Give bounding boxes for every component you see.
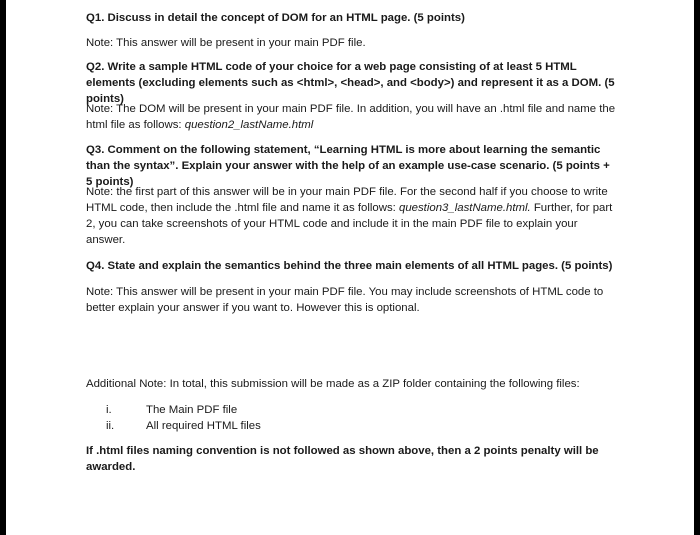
question-1-note: Note: This answer will be present in your main PDF file. [86,37,366,49]
question-3: Q3. Comment on the following statement, “Learning HTML is more about learning the semantic than the syntax”. Explain your answer with the help of an example use-case scenario. (5 points + 5 points) [86,144,610,188]
question-3-filename: question3_lastName.html. [398,202,531,214]
question-4: Q4. State and explain the semantics behind the three main elements of all HTML pages. (5 points) [86,260,613,272]
question-4-note: Note: This answer will be present in your main PDF file. You may include screenshots of HTML code to better explain your answer if you want to. However this is optional. [86,286,604,314]
document-page [6,0,694,535]
list-item-number: i. [106,404,112,416]
penalty-note: If .html files naming convention is not followed as shown above, then a 2 points penalty will be awarded. [86,445,599,473]
question-2-note [86,101,616,133]
additional-note: Additional Note: In total, this submission will be made as a ZIP folder containing the following files: [86,378,580,390]
question-3-note-text-1: Note: the first part of this answer will be in your main PDF file. For the second half if you choose to write HTML code, then include the .html file and name it as follows: [86,186,608,214]
list-item-number: ii. [106,420,115,432]
question-3-note [86,184,616,248]
question-3-note-text-2: Further, for part 2, you can take screenshots of your HTML code and include it in the main PDF file to explain your answer. [86,202,613,246]
question-1: Q1. Discuss in detail the concept of DOM for an HTML page. (5 points) [86,12,465,24]
question-2-note-text: Note: The DOM will be present in your main PDF file. In addition, you will have an .html file and name the html file as follows: [86,103,616,131]
list-item-text: All required HTML files [146,420,261,432]
question-2-filename: question2_lastName.html [184,119,314,131]
list-item-text: The Main PDF file [146,404,238,416]
question-2: Q2. Write a sample HTML code of your choice for a web page consisting of at least 5 HTML elements (excluding elements such as <html>, <head>, and <body>) and represent it as a DOM. (5 points) [86,61,615,105]
